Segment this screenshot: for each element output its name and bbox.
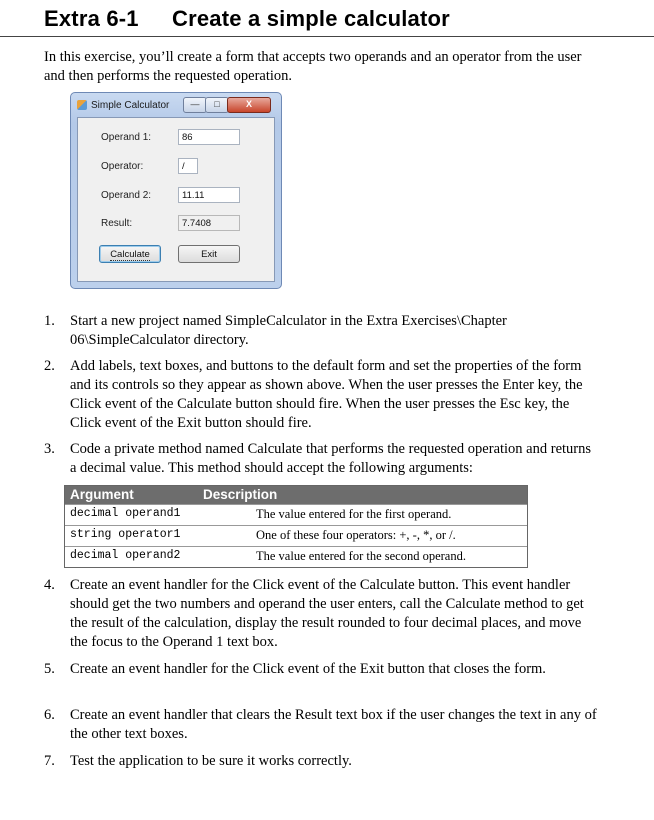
window-titlebar xyxy=(77,97,169,113)
step-number: 4. xyxy=(44,577,55,593)
step-text: Create an event handler that clears the Result text box if the user changes the text in any of the other text boxes. xyxy=(70,707,597,742)
operand2-input[interactable]: 11.11 xyxy=(178,187,240,203)
argument-cell: decimal operand2 xyxy=(70,549,181,562)
close-button[interactable]: X xyxy=(227,97,271,113)
description-cell: One of these four operators: +, -, *, or /. xyxy=(256,528,456,542)
argument-header: Argument xyxy=(70,487,134,502)
maximize-button[interactable]: □ xyxy=(205,97,229,113)
table-row xyxy=(65,525,527,546)
arguments-table xyxy=(64,485,528,568)
operand1-input[interactable]: 86 xyxy=(178,129,240,145)
result-label: Result: xyxy=(101,218,133,229)
step-text: Add labels, text boxes, and buttons to the default form and set the properties of the form and its controls so they appear as shown above. When the user presses the Enter key, the Click event of the Calculate button should fire. When the user presses the Esc key, the Click event of the Exit button should fire. xyxy=(70,358,583,431)
step-text: Test the application to be sure it works correctly. xyxy=(70,753,352,769)
operator-input[interactable]: / xyxy=(178,158,198,174)
step-number: 1. xyxy=(44,313,55,329)
operator-label: Operator: xyxy=(101,161,144,172)
heading-rule xyxy=(0,36,654,37)
step-text: Code a private method named Calculate that performs the requested operation and returns a decimal value. This method should accept the following arguments: xyxy=(70,441,592,476)
step-number: 3. xyxy=(44,441,55,457)
result-output: 7.7408 xyxy=(178,215,240,231)
calculate-button[interactable] xyxy=(99,245,161,263)
exit-button[interactable]: Exit xyxy=(178,245,240,263)
minimize-button[interactable]: — xyxy=(183,97,207,113)
window-title: Simple Calculator xyxy=(91,99,170,111)
argument-cell: decimal operand1 xyxy=(70,507,181,520)
exercise-heading xyxy=(44,6,450,32)
step-number: 5. xyxy=(44,661,55,677)
table-header xyxy=(65,486,527,504)
step-text: Create an event handler for the Click event of the Exit button that closes the form. xyxy=(70,661,546,677)
description-header: Description xyxy=(203,487,278,502)
step-text: Start a new project named SimpleCalculator in the Extra Exercises\Chapter 06\SimpleCalculator directory. xyxy=(70,313,507,348)
step-number: 7. xyxy=(44,753,55,769)
exercise-title: Create a simple calculator xyxy=(172,6,450,31)
step-text: Create an event handler for the Click event of the Calculate button. This event handler should get the two numbers and operand the user enters, call the Calculate method to get the result of the calculation, display the result rounded to four decimal places, and move the focus to the Operand 1 text box. xyxy=(70,577,584,650)
operand2-label: Operand 2: xyxy=(101,190,152,201)
step-number: 2. xyxy=(44,358,55,374)
form-client-area xyxy=(77,117,275,282)
table-row xyxy=(65,546,527,567)
argument-cell: string operator1 xyxy=(70,528,181,541)
simple-calculator-window xyxy=(70,92,282,289)
description-cell: The value entered for the second operand. xyxy=(256,549,466,563)
table-row xyxy=(65,504,527,525)
step-number: 6. xyxy=(44,707,55,723)
operand1-label: Operand 1: xyxy=(101,132,152,143)
intro-paragraph: In this exercise, you’ll create a form that accepts two operands and an operator from the user and then performs the requested operation. xyxy=(44,49,582,84)
app-icon xyxy=(77,100,87,110)
calculate-button-label: Calculate xyxy=(110,249,150,260)
description-cell: The value entered for the first operand. xyxy=(256,507,452,521)
exercise-number: Extra 6-1 xyxy=(44,6,139,31)
